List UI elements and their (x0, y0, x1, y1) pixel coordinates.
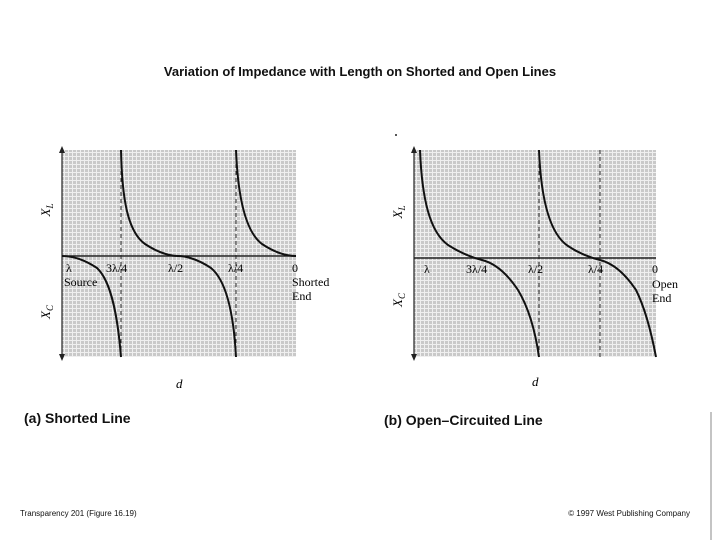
panel-b-y-label-top: $X_L$ (390, 205, 407, 219)
panel-b-tick-l4: λ/4 (588, 262, 604, 276)
panel-a-end-note-1: Shorted (292, 275, 330, 289)
panel-a-tick-l2: λ/2 (168, 261, 184, 275)
panel-a-tick-lambda: λ (66, 261, 72, 275)
panel-b-y-arrow-down (411, 354, 417, 361)
footer-right: © 1997 West Publishing Company (568, 509, 690, 518)
panel-b-end-note-1: Open (652, 277, 678, 291)
panel-a-shorted-line (38, 146, 329, 391)
stray-mark (395, 134, 397, 136)
panel-a-y-label-bottom: $X_C$ (38, 305, 55, 319)
panel-b-y-arrow-up (411, 146, 417, 153)
footer-left: Transparency 201 (Figure 16.19) (20, 509, 137, 518)
panel-a-tick-3l4: 3λ/4 (106, 261, 128, 275)
panel-a-source-note: Source (64, 275, 98, 289)
panel-b-open-line (390, 146, 678, 389)
panel-b-end-note-2: End (652, 291, 672, 305)
panel-b-tick-zero: 0 (652, 262, 658, 276)
panel-a-y-label-top: $X_L$ (38, 203, 55, 217)
page-title: Variation of Impedance with Length on Shorted and Open Lines (163, 64, 557, 79)
panel-b-y-label-bottom: $X_C$ (390, 293, 407, 307)
panel-b-tick-3l4: 3λ/4 (466, 262, 488, 276)
panel-b-tick-l2: λ/2 (528, 262, 544, 276)
panel-b-x-label: d (532, 374, 539, 389)
panel-a-tick-zero: 0 (292, 261, 298, 275)
panel-a-end-note-2: End (292, 289, 312, 303)
panel-b-grid (414, 150, 656, 357)
panel-a-y-arrow-down (59, 354, 65, 361)
panel-b-caption: (b) Open–Circuited Line (384, 412, 543, 428)
panel-b-tick-lambda: λ (424, 262, 430, 276)
panel-a-y-arrow-up (59, 146, 65, 153)
panel-a-tick-l4: λ/4 (228, 261, 244, 275)
panel-a-x-label: d (176, 376, 183, 391)
panel-a-grid (62, 150, 296, 357)
panel-a-caption: (a) Shorted Line (24, 410, 131, 426)
